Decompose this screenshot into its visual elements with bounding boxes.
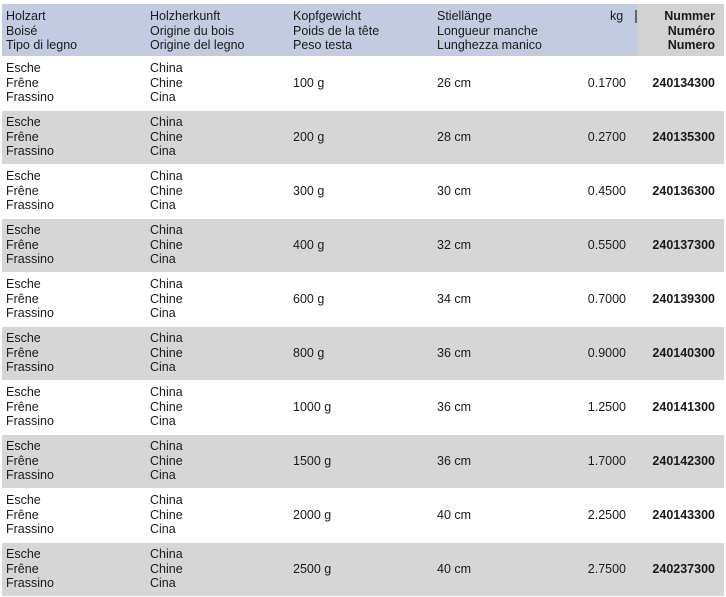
origin-de: China — [150, 115, 183, 129]
origin-it: Cina — [150, 198, 176, 212]
header-handle-length — [437, 9, 542, 53]
origin-fr: Chine — [150, 561, 183, 576]
article-number: 240143300 — [652, 508, 715, 522]
length-cell: 26 cm — [437, 76, 472, 90]
length-cell: 32 cm — [437, 238, 472, 252]
wood-fr: Frêne — [6, 237, 39, 252]
article-number: 240135300 — [652, 130, 715, 144]
kg-cell: 1.2500 — [587, 400, 626, 414]
table-row — [2, 435, 724, 489]
weight-cell: 1000 g — [293, 400, 332, 414]
origin-fr: Chine — [150, 75, 183, 90]
origin-cell — [150, 169, 183, 213]
kg-cell: 1.7000 — [587, 454, 626, 468]
origin-fr: Chine — [150, 183, 183, 198]
length-cell: 40 cm — [437, 508, 472, 522]
table-row — [2, 57, 724, 111]
header-handle-length-de: Stiellänge — [437, 9, 492, 23]
wood-de: Esche — [6, 169, 41, 183]
origin-de: China — [150, 331, 183, 345]
header-divider — [635, 10, 637, 23]
wood-it: Frassino — [6, 522, 54, 536]
kg-cell: 0.4500 — [587, 184, 626, 198]
table-row — [2, 543, 724, 597]
origin-de: China — [150, 61, 183, 75]
origin-fr: Chine — [150, 291, 183, 306]
origin-cell — [150, 439, 183, 483]
origin-fr: Chine — [150, 237, 183, 252]
weight-cell: 100 g — [293, 76, 325, 90]
wood-it: Frassino — [6, 252, 54, 266]
wood-fr: Frêne — [6, 453, 39, 468]
origin-de: China — [150, 169, 183, 183]
table-row — [2, 165, 724, 219]
wood-fr: Frêne — [6, 75, 39, 90]
article-number: 240141300 — [652, 400, 715, 414]
weight-cell: 600 g — [293, 292, 325, 306]
wood-de: Esche — [6, 115, 41, 129]
table-row — [2, 381, 724, 435]
kg-cell: 0.5500 — [587, 238, 626, 252]
origin-it: Cina — [150, 414, 176, 428]
origin-de: China — [150, 493, 183, 507]
table-row — [2, 489, 724, 543]
wood-cell — [6, 115, 54, 159]
header-head-weight-de: Kopfgewicht — [293, 9, 362, 23]
origin-fr: Chine — [150, 129, 183, 144]
origin-de: China — [150, 547, 183, 561]
header-kg — [610, 9, 623, 24]
weight-cell: 2500 g — [293, 562, 332, 576]
article-number: 240237300 — [652, 562, 715, 576]
header-origin — [150, 9, 245, 53]
header-head-weight — [293, 9, 379, 53]
wood-it: Frassino — [6, 144, 54, 158]
table-row — [2, 327, 724, 381]
origin-cell — [150, 547, 183, 591]
header-kg-label: kg — [610, 9, 624, 23]
origin-cell — [150, 61, 183, 105]
length-cell: 36 cm — [437, 454, 472, 468]
article-number: 240139300 — [652, 292, 715, 306]
origin-de: China — [150, 223, 183, 237]
origin-it: Cina — [150, 360, 176, 374]
article-number: 240134300 — [652, 76, 715, 90]
header-wood — [6, 9, 77, 53]
wood-it: Frassino — [6, 90, 54, 104]
wood-it: Frassino — [6, 360, 54, 374]
wood-it: Frassino — [6, 198, 54, 212]
wood-cell — [6, 493, 54, 537]
origin-de: China — [150, 277, 183, 291]
kg-cell: 0.1700 — [587, 76, 626, 90]
weight-cell: 200 g — [293, 130, 325, 144]
origin-de: China — [150, 385, 183, 399]
origin-cell — [150, 115, 183, 159]
header-wood-fr: Boisé — [6, 23, 38, 38]
origin-it: Cina — [150, 90, 176, 104]
header-number-fr: Numéro — [667, 23, 715, 38]
wood-cell — [6, 547, 54, 591]
wood-fr: Frêne — [6, 345, 39, 360]
origin-cell — [150, 493, 183, 537]
wood-de: Esche — [6, 439, 41, 453]
origin-fr: Chine — [150, 453, 183, 468]
header-head-weight-fr: Poids de la tête — [293, 23, 380, 38]
header-origin-it: Origine del legno — [150, 38, 245, 52]
wood-it: Frassino — [6, 468, 54, 482]
length-cell: 36 cm — [437, 400, 472, 414]
wood-it: Frassino — [6, 576, 54, 590]
origin-cell — [150, 331, 183, 375]
wood-de: Esche — [6, 493, 41, 507]
wood-fr: Frêne — [6, 561, 39, 576]
wood-de: Esche — [6, 385, 41, 399]
origin-it: Cina — [150, 468, 176, 482]
header-origin-fr: Origine du bois — [150, 23, 235, 38]
origin-fr: Chine — [150, 399, 183, 414]
table-row — [2, 111, 724, 165]
kg-cell: 0.2700 — [587, 130, 626, 144]
origin-it: Cina — [150, 306, 176, 320]
wood-cell — [6, 385, 54, 429]
origin-it: Cina — [150, 252, 176, 266]
wood-cell — [6, 223, 54, 267]
length-cell: 30 cm — [437, 184, 472, 198]
article-number: 240140300 — [652, 346, 715, 360]
table-row — [2, 273, 724, 327]
wood-de: Esche — [6, 331, 41, 345]
origin-it: Cina — [150, 576, 176, 590]
header-number-it: Numero — [667, 38, 715, 52]
wood-fr: Frêne — [6, 507, 39, 522]
wood-cell — [6, 331, 54, 375]
header-origin-de: Holzherkunft — [150, 9, 221, 23]
table-header — [2, 4, 724, 57]
product-table — [2, 4, 724, 597]
header-wood-de: Holzart — [6, 9, 46, 23]
article-number: 240136300 — [652, 184, 715, 198]
wood-cell — [6, 277, 54, 321]
header-handle-length-fr: Longueur manche — [437, 23, 538, 38]
wood-de: Esche — [6, 61, 41, 75]
wood-cell — [6, 61, 54, 105]
header-number-de: Nummer — [664, 9, 715, 23]
table-body — [2, 57, 724, 597]
wood-de: Esche — [6, 277, 41, 291]
weight-cell: 1500 g — [293, 454, 332, 468]
table-row — [2, 219, 724, 273]
header-handle-length-it: Lunghezza manico — [437, 38, 542, 52]
wood-fr: Frêne — [6, 291, 39, 306]
weight-cell: 300 g — [293, 184, 325, 198]
kg-cell: 0.7000 — [587, 292, 626, 306]
wood-cell — [6, 169, 54, 213]
origin-it: Cina — [150, 522, 176, 536]
wood-it: Frassino — [6, 306, 54, 320]
article-number: 240137300 — [652, 238, 715, 252]
origin-cell — [150, 277, 183, 321]
weight-cell: 400 g — [293, 238, 325, 252]
origin-fr: Chine — [150, 507, 183, 522]
length-cell: 40 cm — [437, 562, 472, 576]
weight-cell: 800 g — [293, 346, 325, 360]
wood-fr: Frêne — [6, 129, 39, 144]
header-number — [638, 4, 724, 56]
wood-cell — [6, 439, 54, 483]
origin-cell — [150, 385, 183, 429]
header-wood-it: Tipo di legno — [6, 38, 78, 52]
origin-de: China — [150, 439, 183, 453]
length-cell: 36 cm — [437, 346, 472, 360]
length-cell: 28 cm — [437, 130, 472, 144]
origin-cell — [150, 223, 183, 267]
kg-cell: 2.7500 — [587, 562, 626, 576]
article-number: 240142300 — [652, 454, 715, 468]
length-cell: 34 cm — [437, 292, 472, 306]
wood-fr: Frêne — [6, 399, 39, 414]
header-head-weight-it: Peso testa — [293, 38, 353, 52]
kg-cell: 2.2500 — [587, 508, 626, 522]
wood-de: Esche — [6, 223, 41, 237]
origin-fr: Chine — [150, 345, 183, 360]
origin-it: Cina — [150, 144, 176, 158]
wood-fr: Frêne — [6, 183, 39, 198]
wood-de: Esche — [6, 547, 41, 561]
weight-cell: 2000 g — [293, 508, 332, 522]
wood-it: Frassino — [6, 414, 54, 428]
kg-cell: 0.9000 — [587, 346, 626, 360]
